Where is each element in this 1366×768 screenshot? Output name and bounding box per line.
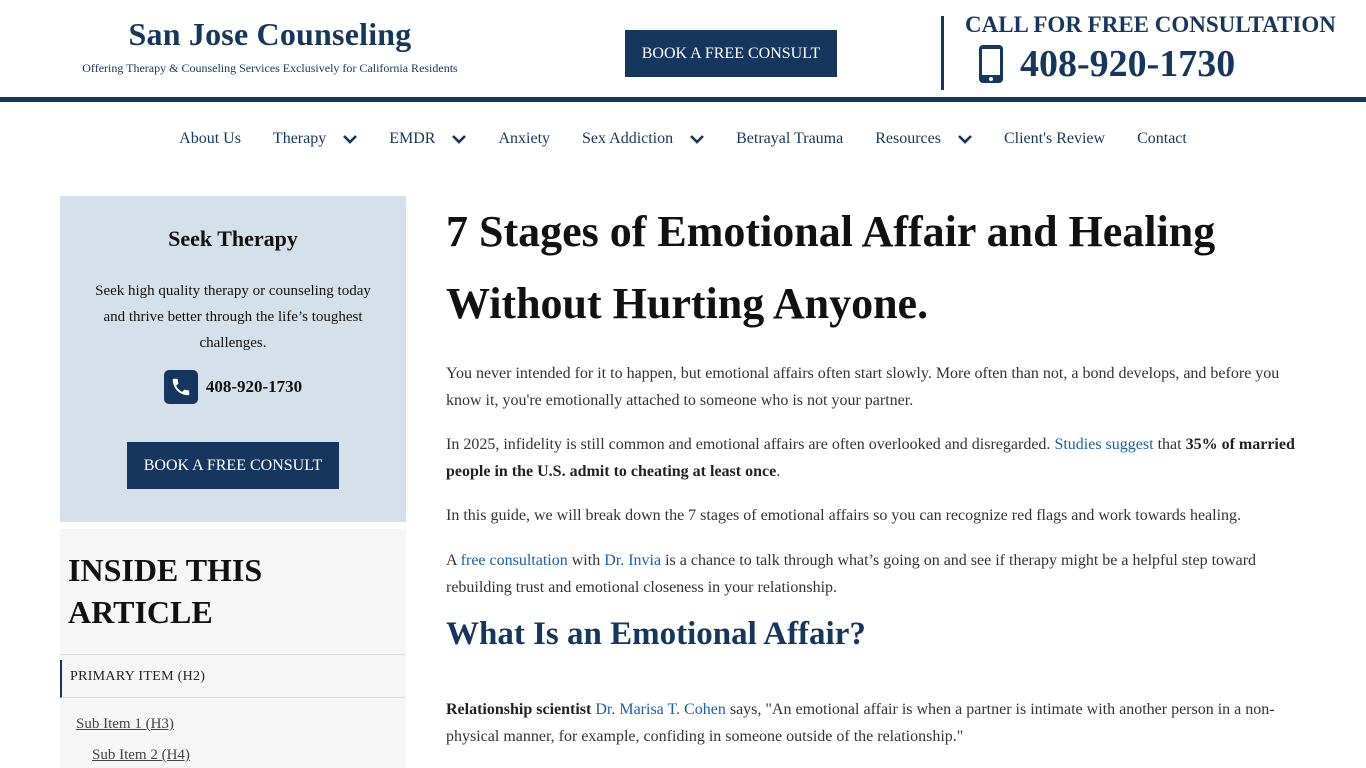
dr-marisa-cohen-link[interactable]: Dr. Marisa T. Cohen — [595, 701, 726, 718]
sidebar-phone[interactable] — [60, 370, 406, 404]
nav-clients-review[interactable]: Client's Review — [1003, 130, 1106, 147]
header-phone-number[interactable]: 408-920-1730 — [1020, 43, 1236, 85]
sidebar-book-consult-button[interactable]: BOOK A FREE CONSULT — [127, 442, 339, 489]
article-title: 7 Stages of Emotional Affair and Healing Without Hurting Anyone. — [446, 207, 1216, 328]
brand-title[interactable]: San Jose Counseling — [128, 16, 412, 52]
nav-anxiety[interactable]: Anxiety — [498, 130, 551, 147]
main-nav — [0, 102, 1366, 176]
chevron-down-icon — [452, 135, 466, 144]
toc-title: INSIDE THIS ARTICLE — [68, 552, 263, 630]
chevron-down-icon — [343, 135, 357, 144]
article-paragraph-2: In 2025, infidelity is still common and emotional affairs are often overlooked and disregarded. Studies suggest that 35% of married people in the U.S. admit to cheating at least once. — [446, 436, 1295, 480]
mobile-phone-icon — [978, 44, 1004, 84]
toc-sub-item-1[interactable]: Sub Item 1 (H3) — [76, 716, 174, 732]
article-paragraph-5: Relationship scientist Dr. Marisa T. Cohen says, "An emotional affair is when a partner is intimate with another person in a non-physical manner, for example, confiding in someone outside of the relationship." — [446, 701, 1275, 745]
seek-therapy-title: Seek Therapy — [168, 226, 298, 251]
seek-therapy-text: Seek high quality therapy or counseling today and thrive better through the life’s toughest challenges. — [95, 283, 371, 351]
table-of-contents — [60, 529, 406, 768]
free-consultation-link[interactable]: free consultation — [460, 552, 568, 569]
chevron-down-icon — [958, 135, 972, 144]
toc-sub-item-2[interactable]: Sub Item 2 (H4) — [92, 747, 190, 763]
nav-contact[interactable]: Contact — [1137, 130, 1187, 147]
brand-subtitle: Offering Therapy & Counseling Services Exclusively for California Residents — [82, 61, 458, 75]
nav-emdr[interactable]: EMDR — [373, 130, 482, 148]
article-paragraph-4: A free consultation with Dr. Invia is a chance to talk through what’s going on and see if therapy might be a helpful step toward rebuilding trust and emotional closeness in your relationship. — [446, 552, 1257, 596]
brand[interactable] — [60, 16, 480, 76]
cheating-statistic: 35% of married people in the U.S. admit to cheating at least once — [446, 436, 1295, 480]
relationship-scientist-label: Relationship scientist — [446, 701, 592, 718]
sidebar-phone-number[interactable]: 408-920-1730 — [205, 377, 303, 396]
nav-sex-addiction[interactable]: Sex Addiction — [566, 130, 720, 148]
header-divider — [941, 16, 944, 90]
toc-primary-item[interactable]: PRIMARY ITEM (H2) — [60, 660, 406, 698]
nav-resources[interactable]: Resources — [859, 130, 988, 148]
article-paragraph-3: In this guide, we will break down the 7 stages of emotional affairs so you can recognize red flags and work towards healing. — [446, 507, 1242, 524]
header-phone[interactable] — [978, 42, 1235, 86]
toc-divider — [60, 654, 406, 655]
section-heading-emotional-affair: What Is an Emotional Affair? — [446, 616, 866, 652]
header-book-consult-button[interactable]: BOOK A FREE CONSULT — [625, 30, 837, 77]
call-label: CALL FOR FREE CONSULTATION — [965, 12, 1336, 37]
article — [446, 196, 1308, 745]
seek-therapy-box — [60, 196, 406, 522]
nav-therapy[interactable]: Therapy — [257, 130, 373, 148]
phone-icon — [164, 370, 198, 404]
chevron-down-icon — [690, 135, 704, 144]
dr-invia-link[interactable]: Dr. Invia — [604, 552, 662, 569]
studies-suggest-link[interactable]: Studies suggest — [1054, 436, 1154, 453]
article-paragraph-1: You never intended for it to happen, but emotional affairs often start slowly. More often than not, a bond develops, and before you know it, you're emotionally attached to someone who is not your partner. — [446, 365, 1280, 409]
site-header — [0, 0, 1366, 98]
nav-about-us[interactable]: About Us — [179, 130, 241, 147]
nav-betrayal-trauma[interactable]: Betrayal Trauma — [736, 130, 844, 147]
